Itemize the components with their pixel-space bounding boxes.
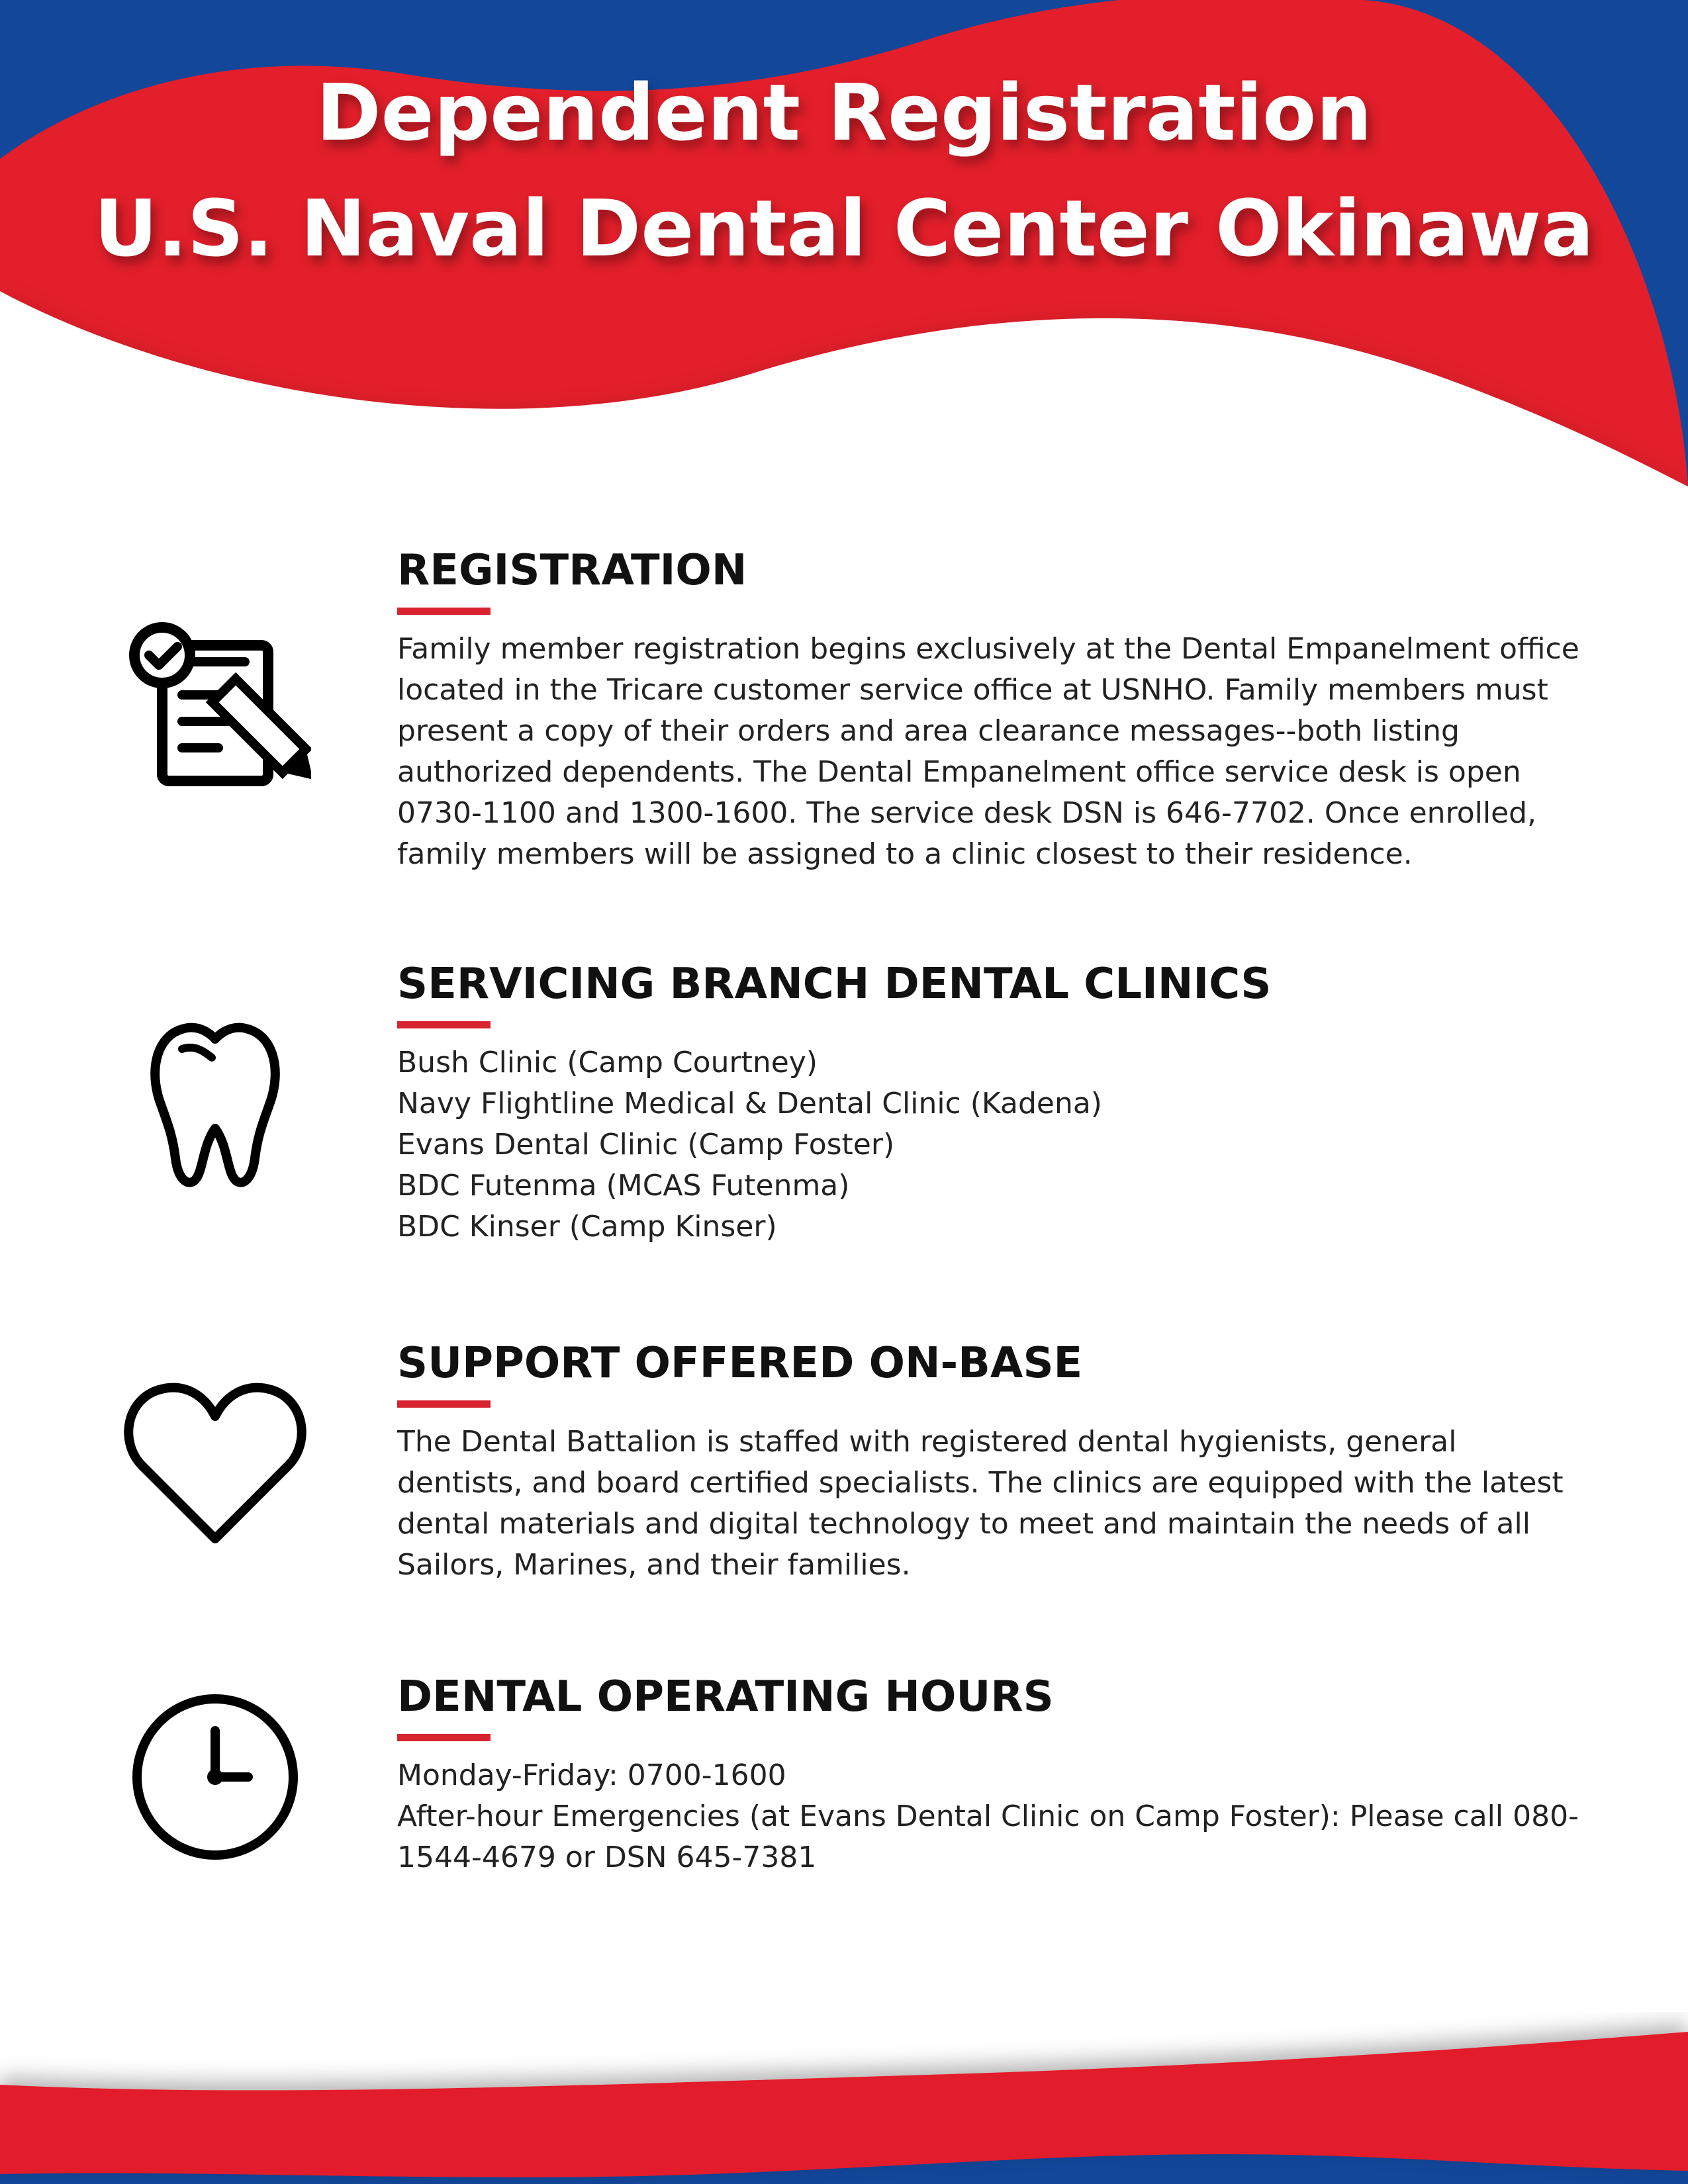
footer-wave-background: [0, 2012, 1688, 2184]
hours-heading: DENTAL OPERATING HOURS: [397, 1672, 1054, 1721]
list-item: Evans Dental Clinic (Camp Foster): [397, 1128, 895, 1161]
list-item: Monday-Friday: 0700-1600: [397, 1758, 786, 1792]
page-title-line1: Dependent Registration: [316, 67, 1372, 158]
clinic-list: [397, 1042, 1582, 1248]
heading-underline: [397, 608, 491, 615]
list-item: Bush Clinic (Camp Courtney): [397, 1046, 818, 1079]
registration-heading: REGISTRATION: [397, 546, 747, 595]
heading-underline: [397, 1734, 491, 1741]
heading-underline: [397, 1021, 491, 1028]
list-item: Navy Flightline Medical & Dental Clinic (Kadena): [397, 1087, 1102, 1120]
list-item: BDC Futenma (MCAS Futenma): [397, 1169, 850, 1203]
heading-underline: [397, 1400, 491, 1408]
clock-icon: [129, 1691, 301, 1863]
hours-list: [397, 1755, 1582, 1878]
heart-icon: [122, 1377, 308, 1549]
clinics-heading: SERVICING BRANCH DENTAL CLINICS: [397, 960, 1272, 1009]
support-body: The Dental Battalion is staffed with registered dental hygienists, general dentists, and board certified specialists. The clinics are equipped with the latest dental materials and digital technology to meet and maintain the needs of all Sailors, Marines, and their families.: [397, 1425, 1564, 1582]
list-item: BDC Kinser (Camp Kinser): [397, 1210, 777, 1244]
page-title-line2: U.S. Naval Dental Center Okinawa: [94, 183, 1594, 274]
tooth-icon: [149, 1019, 281, 1191]
checklist-icon: [119, 622, 311, 794]
list-item: After-hour Emergencies (at Evans Dental Clinic on Camp Foster): Please call 080-1544-4679 or DSN 645-7381: [397, 1799, 1579, 1874]
support-heading: SUPPORT OFFERED ON-BASE: [397, 1339, 1083, 1388]
registration-body: Family member registration begins exclusively at the Dental Empanelment office located in the Tricare customer service office at USNHO. Family members must present a copy of their orders and area clearance messages--both listing authorized dependents. The Dental Empanelment office service desk is open 0730-1100 and 1300-1600. The service desk DSN is 646-7702. Once enrolled, family members will be assigned to a clinic closest to their residence.: [397, 632, 1579, 871]
